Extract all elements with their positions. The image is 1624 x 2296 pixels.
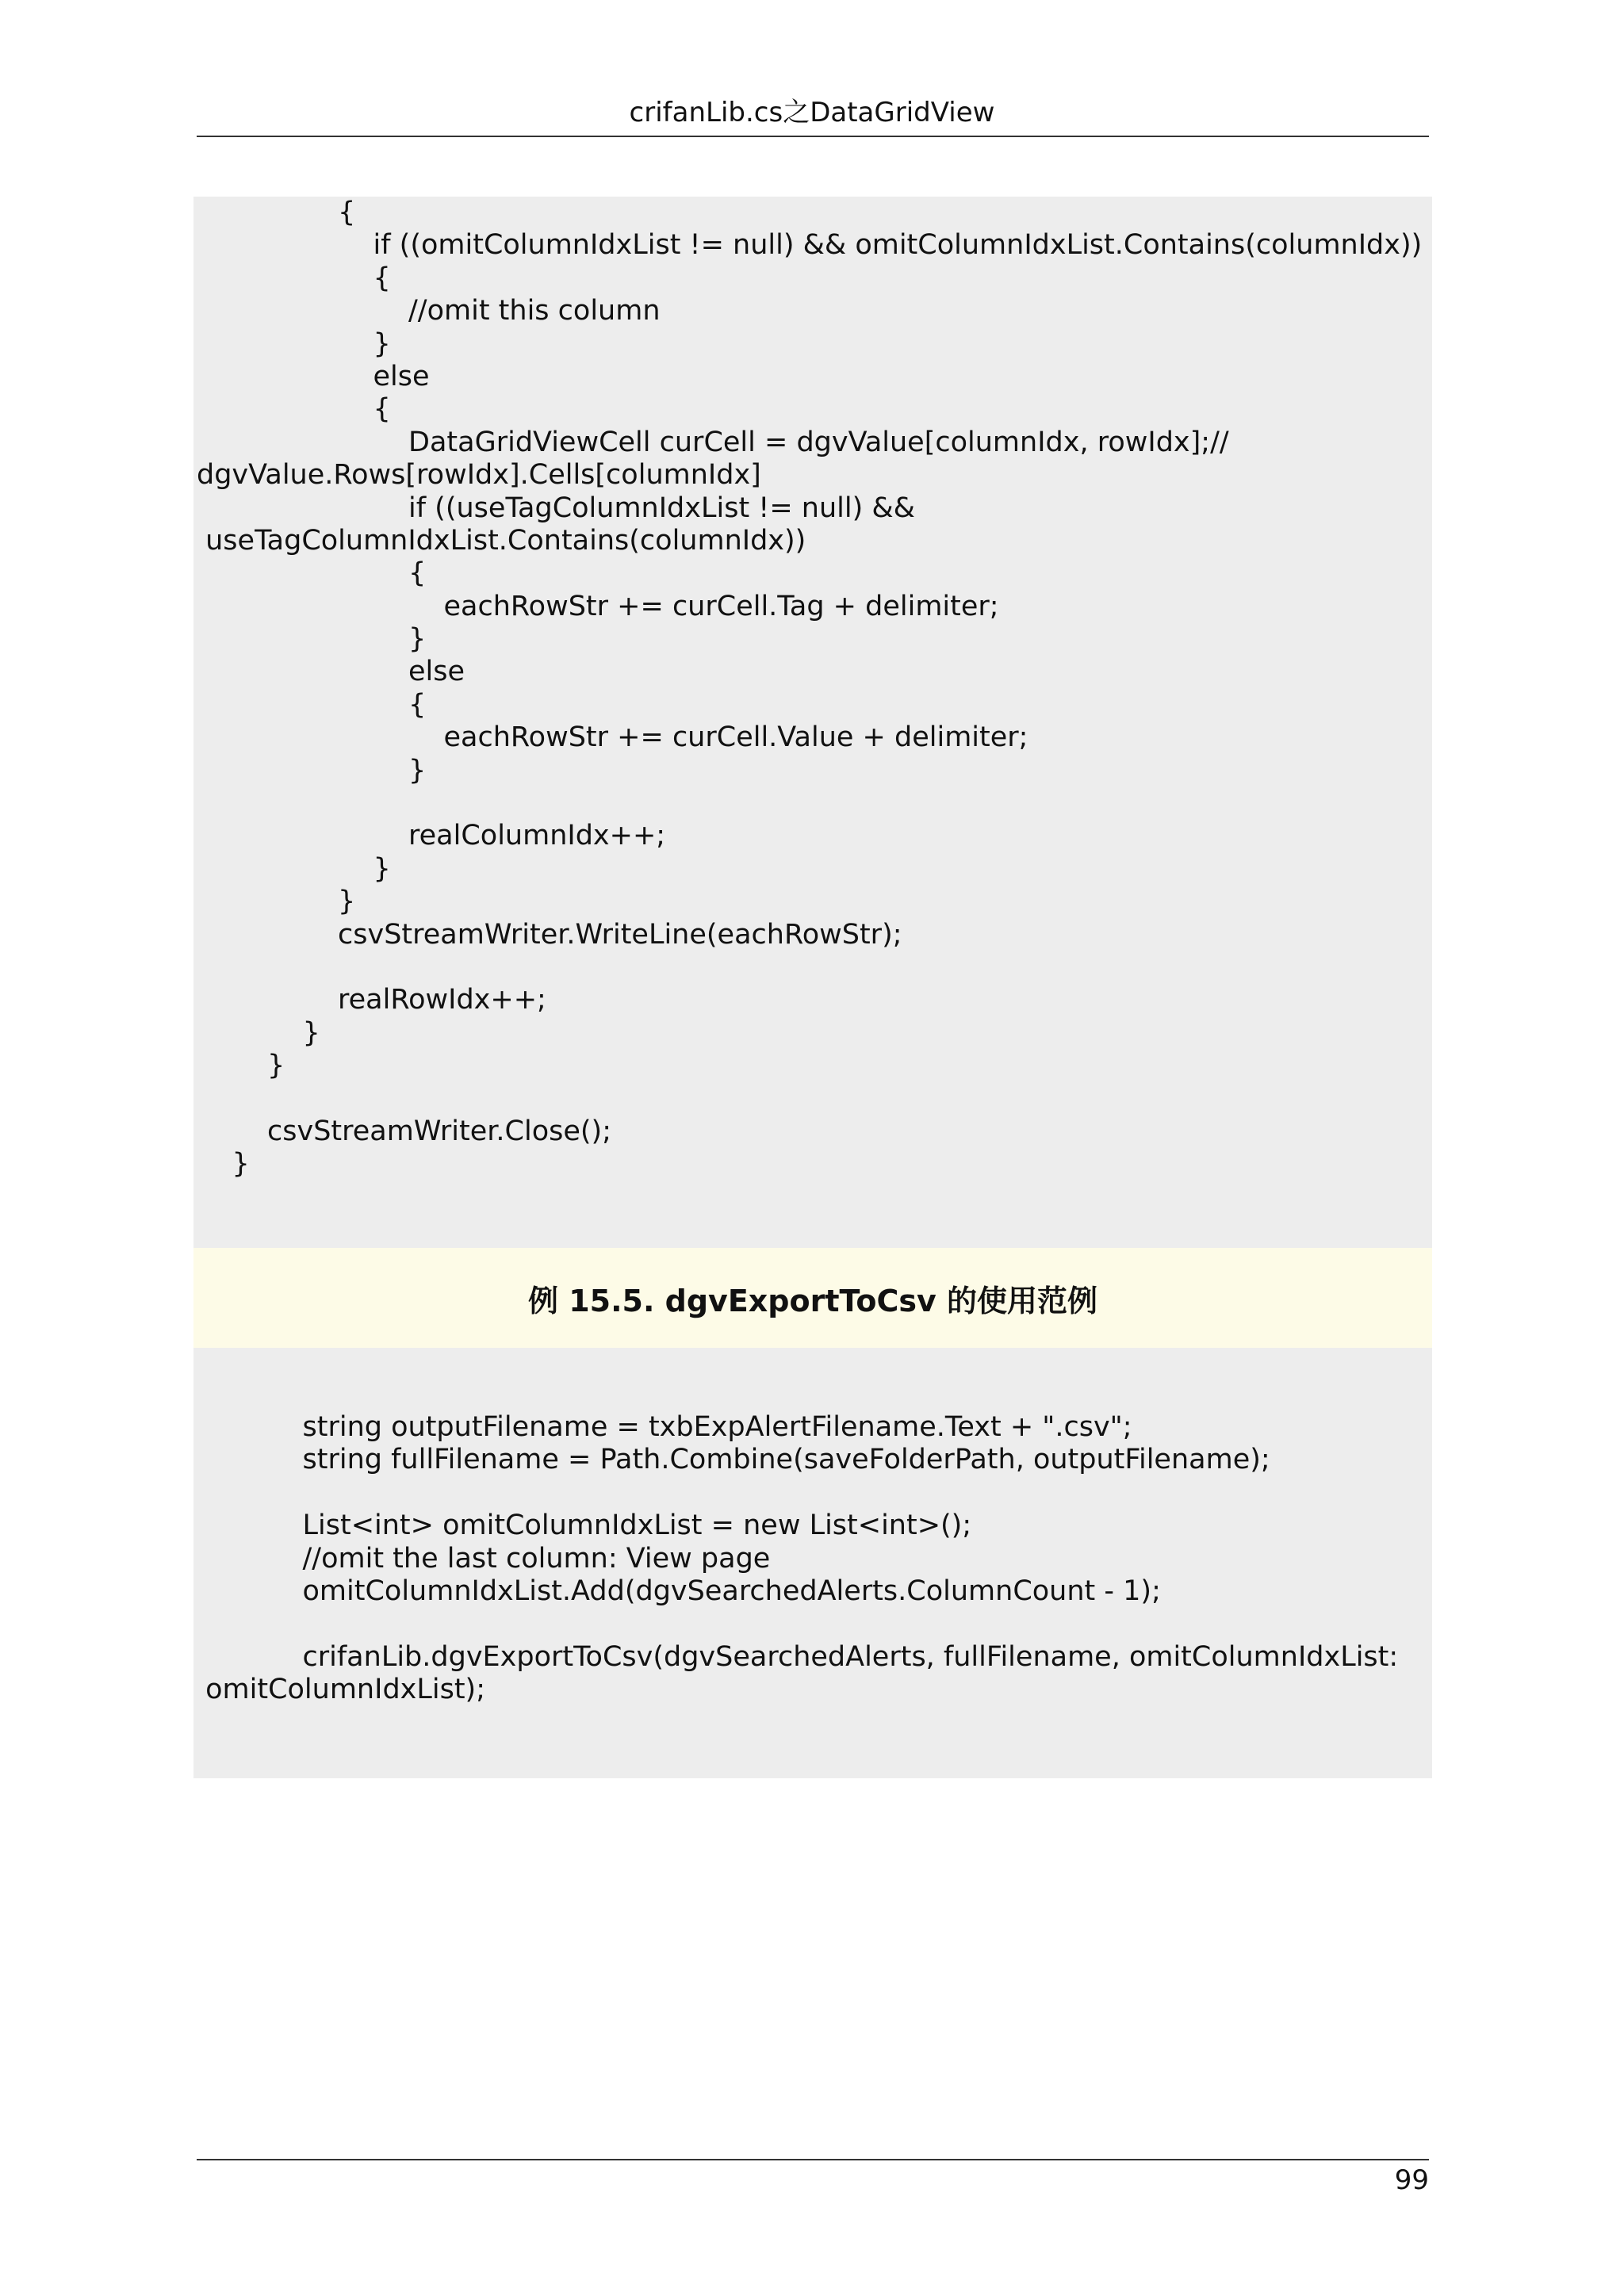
header-rule (197, 136, 1429, 137)
code-line: useTagColumnIdxList.Contains(columnIdx)) (197, 524, 806, 557)
code-line: csvStreamWriter.WriteLine(eachRowStr); (197, 918, 902, 951)
code-line: realColumnIdx++; (197, 820, 666, 852)
footer-rule (197, 2159, 1429, 2160)
code-line: omitColumnIdxList.Add(dgvSearchedAlerts.ColumnCount - 1); (197, 1575, 1161, 1607)
code-line: realRowIdx++; (197, 984, 546, 1016)
code-line: crifanLib.dgvExportToCsv(dgvSearchedAlerts, fullFilename, omitColumnIdxList: (197, 1640, 1399, 1673)
code-line (193, 1083, 1432, 1115)
code-line: { (197, 393, 391, 426)
code-line: { (197, 688, 427, 721)
code-line: //omit the last column: View page (197, 1542, 771, 1575)
code-line (193, 1477, 1432, 1510)
code-line: if ((omitColumnIdxList != null) && omitColumnIdxList.Contains(columnIdx)) (197, 229, 1423, 262)
code-line: eachRowStr += curCell.Tag + delimiter; (197, 590, 999, 622)
page-number: 99 (1394, 2164, 1429, 2196)
code-block-export-function (193, 197, 1432, 1248)
code-line: } (197, 1050, 285, 1082)
code-line: } (197, 852, 391, 885)
code-line: } (197, 886, 356, 918)
example-heading-bar (193, 1248, 1432, 1348)
code-line: } (197, 327, 391, 360)
code-line: } (197, 1148, 250, 1181)
code-line: DataGridViewCell curCell = dgvValue[columnIdx, rowIdx];// (197, 426, 1229, 458)
code-line: omitColumnIdxList); (197, 1674, 485, 1706)
code-line: else (197, 656, 465, 688)
code-line (193, 951, 1432, 984)
code-line: dgvValue.Rows[rowIdx].Cells[columnIdx] (197, 459, 761, 492)
code-line: string outputFilename = txbExpAlertFilename.Text + ".csv"; (197, 1411, 1132, 1443)
code-line: { (197, 262, 391, 294)
code-line: { (197, 197, 356, 228)
code-line: else (197, 360, 430, 392)
code-line: } (197, 1016, 320, 1049)
code-line: { (197, 557, 427, 590)
code-line: csvStreamWriter.Close(); (197, 1115, 611, 1147)
code-line: } (197, 754, 427, 786)
code-line (193, 787, 1432, 820)
code-line: string fullFilename = Path.Combine(saveFolderPath, outputFilename); (197, 1444, 1270, 1476)
code-block-usage-example (193, 1348, 1432, 1778)
code-line: } (197, 623, 427, 656)
example-title: 例 15.5. dgvExportToCsv 的使用范例 (528, 1283, 1097, 1318)
code-line: if ((useTagColumnIdxList != null) && (197, 492, 915, 524)
page-header-title: crifanLib.cs之DataGridView (629, 97, 995, 128)
code-line: List<int> omitColumnIdxList = new List<int>(); (197, 1510, 972, 1542)
code-line: eachRowStr += curCell.Value + delimiter; (197, 721, 1028, 754)
code-line (193, 1608, 1432, 1640)
code-line: //omit this column (197, 295, 661, 327)
